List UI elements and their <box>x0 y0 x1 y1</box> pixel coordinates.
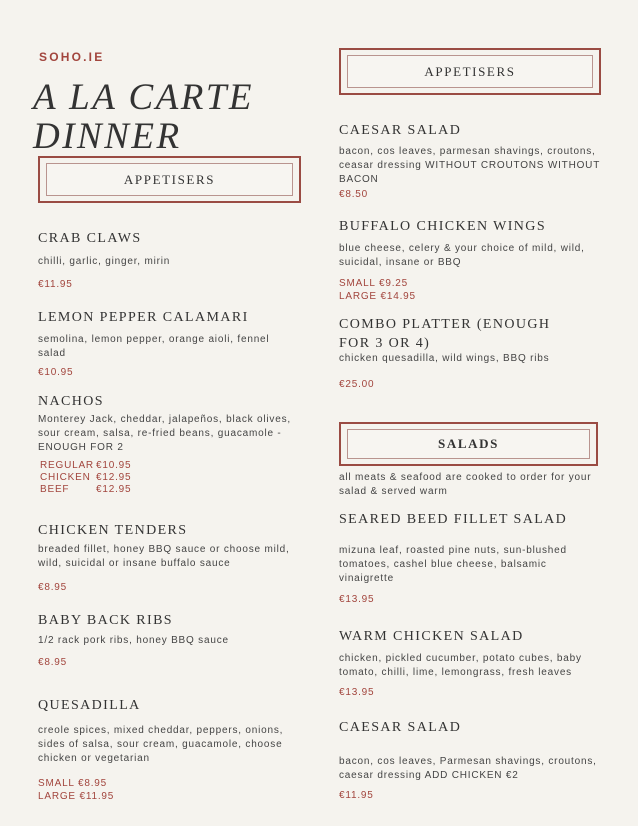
dish-description: blue cheese, celery & your choice of mild, wild, suicidal, insane or BBQ <box>339 243 585 268</box>
dish-description: semolina, lemon pepper, orange aioli, fennel salad <box>38 334 270 359</box>
dish-name: BABY BACK RIBS <box>38 613 173 628</box>
dish-price: €25.00 <box>339 379 375 390</box>
brand-name: SOHO.IE <box>39 50 105 64</box>
left-section-header <box>38 156 301 203</box>
dish-description: bacon, cos leaves, parmesan shavings, croutons, ceasar dressing WITHOUT CROUTONS WITHOUT BACON <box>339 146 600 185</box>
dish-name: LEMON PEPPER CALAMARI <box>38 310 249 325</box>
price-option-row <box>40 472 131 484</box>
dish-name: CAESAR SALAD <box>339 720 462 735</box>
dish-price-large: LARGE €14.95 <box>339 291 416 302</box>
dish-description: 1/2 rack pork ribs, honey BBQ sauce <box>38 635 229 646</box>
option-label: REGULAR <box>40 460 94 471</box>
dish-name: BUFFALO CHICKEN WINGS <box>339 219 547 234</box>
dish-description: chicken quesadilla, wild wings, BBQ ribs <box>339 353 550 364</box>
option-label: BEEF <box>40 484 70 495</box>
dish-description: mizuna leaf, roasted pine nuts, sun-blushed tomatoes, cashel blue cheese, balsamic vinaigrette <box>339 545 567 584</box>
dish-price: €8.50 <box>339 189 369 200</box>
price-option-row <box>40 460 131 472</box>
dish-price: €11.95 <box>339 790 374 801</box>
dish-price: €13.95 <box>339 594 375 605</box>
dish-price: €8.95 <box>38 582 68 593</box>
option-price: €10.95 <box>96 460 132 471</box>
dish-description: chicken, pickled cucumber, potato cubes, baby tomato, chilli, lime, lemongrass, fresh leaves <box>339 653 582 678</box>
dish-name: CRAB CLAWS <box>38 231 142 246</box>
menu-title: A LA CARTE DINNER <box>33 77 255 157</box>
dish-price: €11.95 <box>38 279 73 290</box>
left-section-title: APPETISERS <box>46 163 293 196</box>
dish-name: CAESAR SALAD <box>339 123 462 138</box>
dish-name: NACHOS <box>38 394 104 409</box>
dish-name: SEARED BEED FILLET SALAD <box>339 512 568 527</box>
dish-price-small: SMALL €9.25 <box>339 278 409 289</box>
dish-price-small: SMALL €8.95 <box>38 778 108 789</box>
salads-section-header <box>339 422 598 466</box>
dish-description: bacon, cos leaves, Parmesan shavings, croutons, caesar dressing ADD CHICKEN €2 <box>339 756 597 781</box>
dish-price: €8.95 <box>38 657 68 668</box>
right-section-title: APPETISERS <box>347 55 593 88</box>
salads-note: all meats & seafood are cooked to order for your salad & served warm <box>339 472 592 497</box>
dish-name: WARM CHICKEN SALAD <box>339 629 524 644</box>
dish-description: Monterey Jack, cheddar, jalapeños, black olives, sour cream, salsa, re-fried beans, guacamole - ENOUGH FOR 2 <box>38 414 291 453</box>
dish-name: COMBO PLATTER (ENOUGH FOR 3 OR 4) <box>339 317 551 351</box>
dish-description: breaded fillet, honey BBQ sauce or choose mild, wild, suicidal or insane buffalo sauce <box>38 544 290 569</box>
price-option-row <box>40 484 131 496</box>
right-section-header <box>339 48 601 95</box>
dish-description: chilli, garlic, ginger, mirin <box>38 256 171 267</box>
dish-price-large: LARGE €11.95 <box>38 791 115 802</box>
option-price: €12.95 <box>96 472 132 483</box>
price-options <box>40 460 131 496</box>
salads-section-title: SALADS <box>347 429 590 459</box>
option-label: CHICKEN <box>40 472 91 483</box>
option-price: €12.95 <box>96 484 132 495</box>
dish-price: €10.95 <box>38 367 74 378</box>
dish-name: QUESADILLA <box>38 698 141 713</box>
dish-price: €13.95 <box>339 687 375 698</box>
dish-name: CHICKEN TENDERS <box>38 523 188 538</box>
dish-description: creole spices, mixed cheddar, peppers, onions, sides of salsa, sour cream, guacamole, choose chicken or vegetarian <box>38 725 284 764</box>
